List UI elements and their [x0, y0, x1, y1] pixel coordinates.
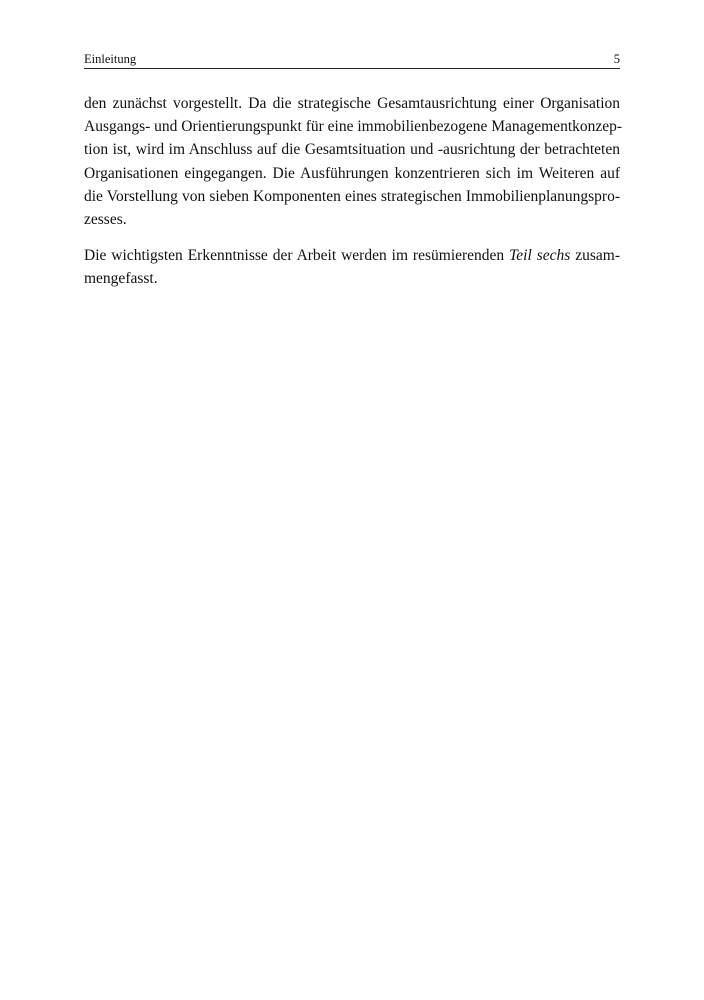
text-line: Ausgangs- und Orientierungspunkt für eine immobilienbezogene Managementkonzep-	[84, 118, 623, 136]
text-segment: Die wichtigsten Erkenntnisse der Arbeit werden im resümierenden	[84, 247, 510, 265]
page-number: 5	[613, 52, 620, 66]
text-line: tion ist, wird im Anschluss auf die Gesamtsituation und -ausrichtung der betrachteten	[84, 141, 620, 159]
running-header	[84, 52, 620, 69]
text-segment: zusam-	[570, 247, 621, 265]
text-line: den zunächst vorgestellt. Da die strategische Gesamtausrichtung einer Organisation	[84, 95, 620, 112]
text-line: die Vorstellung von sieben Komponenten eines strategischen Immobilienplanungspro-	[84, 187, 620, 205]
text-line: mengefasst.	[84, 270, 158, 288]
text-line: zesses.	[84, 211, 127, 229]
text-line: Organisationen eingegangen. Die Ausführungen konzentrieren sich im Weiteren auf	[84, 164, 620, 182]
emphasized-text: Teil sechs	[509, 247, 571, 265]
paragraph	[84, 92, 623, 231]
body-text	[84, 92, 623, 291]
text-line	[84, 244, 620, 267]
paragraph	[84, 244, 620, 290]
chapter-title: Einleitung	[84, 52, 137, 66]
